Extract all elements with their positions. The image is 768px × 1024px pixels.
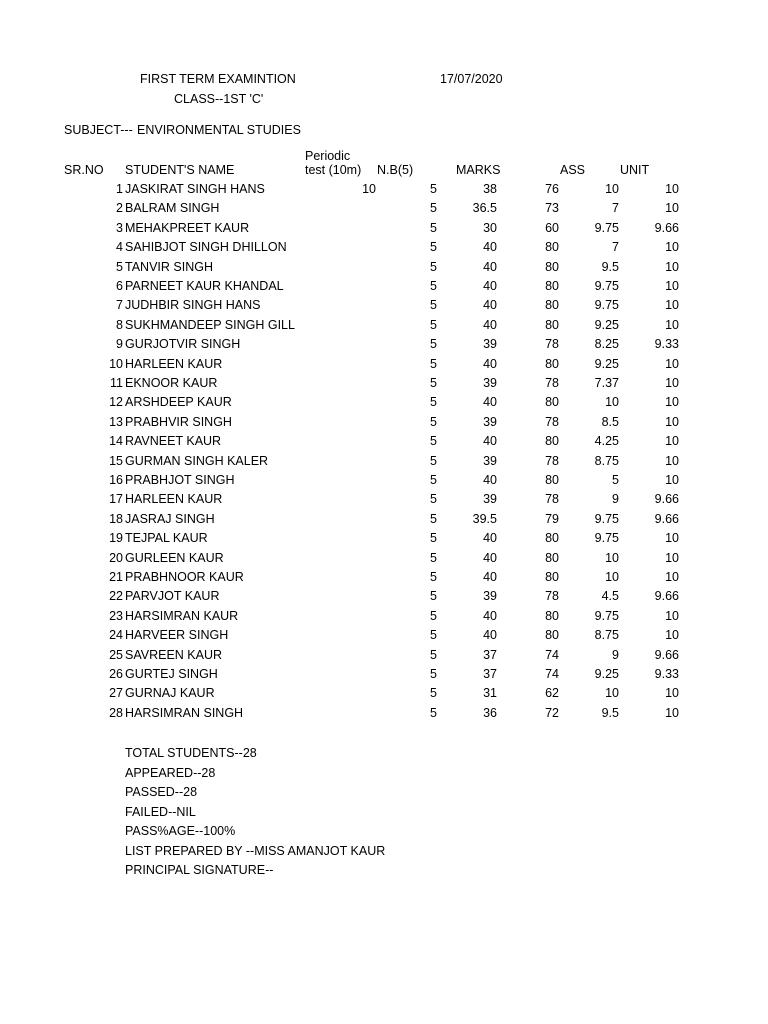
row-student-name: SAHIBJOT SINGH DHILLON	[125, 240, 287, 255]
row-ass: 9.5	[601, 705, 619, 720]
row-student-name: SUKHMANDEEP SINGH GILL	[125, 317, 295, 332]
row-unit: 9.33	[654, 667, 679, 681]
row-marks: 40	[483, 608, 497, 623]
row-total: 78	[545, 453, 559, 468]
row-nb: 5	[430, 298, 437, 313]
row-marks: 40	[483, 317, 497, 332]
row-total: 80	[545, 317, 559, 332]
table-row	[0, 415, 768, 434]
table-row	[0, 570, 768, 589]
row-total: 80	[545, 298, 559, 313]
row-unit: 10	[665, 453, 679, 468]
row-student-name: PARNEET KAUR KHANDAL	[125, 279, 284, 293]
row-marks: 40	[483, 356, 497, 371]
row-total: 80	[545, 570, 559, 584]
row-unit: 10	[665, 686, 679, 701]
row-marks: 39	[483, 414, 497, 429]
row-nb: 5	[430, 434, 437, 449]
row-marks: 40	[483, 473, 497, 487]
row-nb: 5	[430, 570, 437, 584]
row-marks: 40	[483, 550, 497, 565]
row-ass: 8.5	[601, 414, 619, 429]
row-nb: 5	[430, 356, 437, 371]
row-student-name: GURNAJ KAUR	[125, 686, 215, 701]
row-marks: 40	[483, 628, 497, 643]
row-sr-no: 28	[109, 705, 123, 720]
row-nb: 5	[430, 686, 437, 701]
row-nb: 5	[430, 317, 437, 332]
table-row	[0, 279, 768, 298]
result-summary	[125, 744, 385, 881]
row-total: 80	[545, 550, 559, 565]
row-student-name: HARVEER SINGH	[125, 628, 229, 643]
row-unit: 10	[665, 376, 679, 390]
row-marks: 40	[483, 298, 497, 313]
row-marks: 37	[483, 667, 497, 681]
row-ass: 10	[605, 182, 619, 196]
row-ass: 9.25	[594, 356, 619, 371]
row-nb: 5	[430, 608, 437, 623]
row-nb: 5	[430, 240, 437, 255]
row-sr-no: 15	[109, 453, 123, 468]
row-unit: 10	[665, 240, 679, 255]
row-student-name: TANVIR SINGH	[125, 259, 213, 274]
row-ass: 9.25	[594, 317, 619, 332]
row-unit: 9.66	[654, 647, 679, 662]
row-nb: 5	[430, 705, 437, 720]
column-header-unit: UNIT	[620, 163, 650, 177]
column-header-ass: ASS	[560, 163, 586, 177]
row-student-name: GURJOTVIR SINGH	[125, 337, 241, 352]
row-unit: 9.33	[654, 337, 679, 352]
row-marks: 40	[483, 279, 497, 293]
row-total: 72	[545, 705, 559, 720]
row-student-name: HARLEEN KAUR	[125, 356, 223, 371]
row-unit: 10	[665, 201, 679, 216]
row-sr-no: 6	[116, 279, 123, 293]
row-student-name: PRABHVIR SINGH	[125, 414, 232, 429]
row-sr-no: 3	[116, 220, 123, 235]
row-total: 73	[545, 201, 559, 216]
pass-percentage: PASS%AGE--100%	[125, 824, 236, 838]
column-header-nb: N.B(5)	[377, 163, 414, 177]
row-marks: 39	[483, 337, 497, 352]
row-unit: 9.66	[654, 492, 679, 507]
row-ass: 10	[605, 570, 619, 584]
row-nb: 5	[430, 492, 437, 507]
row-ass: 9.75	[594, 531, 619, 546]
column-header-student-name: STUDENT'S NAME	[125, 163, 235, 177]
row-sr-no: 22	[109, 589, 123, 604]
row-ass: 8.75	[594, 453, 619, 468]
row-sr-no: 4	[116, 240, 123, 255]
column-header-sr-no: SR.NO	[64, 163, 104, 177]
row-sr-no: 23	[109, 608, 123, 623]
row-student-name: GURLEEN KAUR	[125, 550, 224, 565]
row-unit: 10	[665, 550, 679, 565]
row-sr-no: 11	[110, 376, 123, 390]
column-header-periodic-line1: Periodic	[305, 149, 351, 163]
row-sr-no: 27	[109, 686, 123, 701]
appeared-count: APPEARED--28	[125, 765, 216, 780]
table-row	[0, 706, 768, 725]
row-nb: 5	[430, 337, 437, 352]
row-nb: 5	[430, 667, 437, 681]
row-marks: 36	[483, 705, 497, 720]
row-total: 80	[545, 434, 559, 449]
row-nb: 5	[430, 473, 437, 487]
row-unit: 10	[665, 434, 679, 449]
table-row	[0, 201, 768, 220]
row-total: 78	[545, 376, 559, 390]
row-marks: 39	[483, 453, 497, 468]
subject-label: SUBJECT---	[64, 123, 133, 137]
row-nb: 5	[430, 550, 437, 565]
row-nb: 5	[430, 647, 437, 662]
total-students: TOTAL STUDENTS--28	[125, 746, 257, 760]
row-sr-no: 1	[116, 182, 123, 196]
class-name: CLASS--1ST 'C'	[174, 92, 264, 106]
row-total: 78	[545, 589, 559, 604]
row-sr-no: 13	[109, 414, 123, 429]
row-ass: 10	[605, 550, 619, 565]
row-total: 78	[545, 492, 559, 507]
row-nb: 5	[430, 511, 437, 526]
table-row	[0, 454, 768, 473]
row-sr-no: 21	[109, 570, 123, 584]
row-unit: 10	[665, 356, 679, 371]
table-row	[0, 221, 768, 240]
row-student-name: MEHAKPREET KAUR	[125, 220, 250, 235]
table-row	[0, 551, 768, 570]
row-student-name: JASRAJ SINGH	[125, 511, 215, 526]
row-student-name: TEJPAL KAUR	[125, 531, 208, 546]
table-row	[0, 628, 768, 647]
exam-date: 17/07/2020	[440, 72, 503, 86]
row-marks: 40	[483, 395, 497, 410]
row-unit: 9.66	[654, 220, 679, 235]
row-nb: 5	[430, 259, 437, 274]
prepared-by: LIST PREPARED BY --MISS AMANJOT KAUR	[125, 843, 386, 858]
row-unit: 10	[665, 628, 679, 643]
row-marks: 31	[483, 686, 497, 701]
row-periodic-test: 10	[362, 182, 376, 196]
row-total: 80	[545, 240, 559, 255]
row-student-name: SAVREEN KAUR	[125, 647, 223, 662]
row-marks: 40	[483, 434, 497, 449]
row-nb: 5	[430, 220, 437, 235]
column-header-marks: MARKS	[456, 163, 501, 177]
row-marks: 39	[483, 492, 497, 507]
row-sr-no: 20	[109, 550, 123, 565]
row-sr-no: 17	[109, 492, 123, 507]
table-row	[0, 473, 768, 492]
row-marks: 40	[483, 570, 497, 584]
row-ass: 9.75	[594, 220, 619, 235]
row-ass: 7	[612, 201, 619, 216]
table-row	[0, 298, 768, 317]
principal-signature: PRINCIPAL SIGNATURE--	[125, 863, 274, 877]
table-row	[0, 531, 768, 550]
row-marks: 40	[483, 531, 497, 546]
row-marks: 39.5	[472, 511, 497, 526]
row-unit: 10	[665, 608, 679, 623]
row-unit: 9.66	[654, 589, 679, 604]
row-student-name: PARVJOT KAUR	[125, 589, 220, 604]
column-header-periodic-line2: test (10m)	[305, 163, 362, 177]
row-unit: 10	[665, 182, 679, 196]
table-row	[0, 182, 768, 201]
row-sr-no: 8	[116, 317, 123, 332]
row-student-name: HARSIMRAN SINGH	[125, 705, 244, 720]
row-marks: 39	[483, 376, 497, 390]
row-student-name: RAVNEET KAUR	[125, 434, 222, 449]
row-total: 80	[545, 531, 559, 546]
row-sr-no: 19	[109, 531, 123, 546]
row-ass: 8.25	[594, 337, 619, 352]
table-row	[0, 357, 768, 376]
table-row	[0, 434, 768, 453]
row-unit: 10	[665, 473, 679, 487]
row-marks: 40	[483, 240, 497, 255]
table-row	[0, 318, 768, 337]
table-row	[0, 395, 768, 414]
row-marks: 37	[483, 647, 497, 662]
row-nb: 5	[430, 376, 437, 390]
row-sr-no: 25	[109, 647, 123, 662]
row-student-name: HARSIMRAN KAUR	[125, 608, 239, 623]
row-total: 80	[545, 628, 559, 643]
table-row	[0, 648, 768, 667]
row-ass: 10	[605, 686, 619, 701]
exam-title: FIRST TERM EXAMINTION	[140, 72, 296, 86]
row-marks: 36.5	[472, 201, 497, 216]
row-sr-no: 18	[109, 511, 123, 526]
row-ass: 9.5	[601, 259, 619, 274]
row-unit: 9.66	[654, 511, 679, 526]
row-nb: 5	[430, 182, 437, 196]
row-total: 60	[545, 220, 559, 235]
table-row	[0, 376, 768, 395]
row-student-name: EKNOOR KAUR	[125, 376, 218, 390]
table-row	[0, 240, 768, 259]
row-nb: 5	[430, 531, 437, 546]
row-unit: 10	[665, 395, 679, 410]
row-nb: 5	[430, 414, 437, 429]
row-total: 74	[545, 647, 559, 662]
row-total: 62	[545, 686, 559, 701]
row-sr-no: 16	[109, 473, 123, 487]
row-ass: 4.5	[601, 589, 619, 604]
row-unit: 10	[665, 298, 679, 313]
row-sr-no: 12	[109, 395, 123, 410]
row-student-name: BALRAM SINGH	[125, 201, 220, 216]
row-ass: 9.25	[594, 667, 619, 681]
row-student-name: ARSHDEEP KAUR	[125, 395, 232, 410]
row-sr-no: 14	[109, 434, 123, 449]
row-student-name: PRABHJOT SINGH	[125, 473, 235, 487]
row-sr-no: 26	[109, 667, 123, 681]
row-ass: 8.75	[594, 628, 619, 643]
row-unit: 10	[665, 570, 679, 584]
row-total: 80	[545, 395, 559, 410]
row-total: 80	[545, 279, 559, 293]
row-student-name: JUDHBIR SINGH HANS	[125, 298, 261, 313]
row-nb: 5	[430, 395, 437, 410]
row-student-name: JASKIRAT SINGH HANS	[125, 182, 265, 196]
row-student-name: GURTEJ SINGH	[125, 667, 218, 681]
row-ass: 7	[612, 240, 619, 255]
row-sr-no: 2	[116, 201, 123, 216]
row-student-name: HARLEEN KAUR	[125, 492, 223, 507]
row-nb: 5	[430, 589, 437, 604]
row-sr-no: 24	[109, 628, 123, 643]
table-row	[0, 686, 768, 705]
row-ass: 4.25	[594, 434, 619, 449]
row-ass: 9	[612, 647, 619, 662]
row-total: 76	[545, 182, 559, 196]
row-total: 79	[545, 511, 559, 526]
table-row	[0, 609, 768, 628]
table-row	[0, 260, 768, 279]
row-marks: 39	[483, 589, 497, 604]
row-ass: 5	[612, 473, 619, 487]
row-unit: 10	[665, 279, 679, 293]
row-sr-no: 7	[116, 298, 123, 313]
row-sr-no: 5	[116, 259, 123, 274]
row-total: 80	[545, 608, 559, 623]
row-unit: 10	[665, 531, 679, 546]
row-nb: 5	[430, 201, 437, 216]
row-ass: 10	[605, 395, 619, 410]
table-row	[0, 512, 768, 531]
table-row	[0, 337, 768, 356]
row-marks: 40	[483, 259, 497, 274]
row-sr-no: 9	[116, 337, 123, 352]
row-unit: 10	[665, 317, 679, 332]
row-sr-no: 10	[109, 356, 123, 371]
table-row	[0, 667, 768, 686]
row-unit: 10	[665, 705, 679, 720]
row-student-name: PRABHNOOR KAUR	[125, 570, 244, 584]
row-total: 80	[545, 473, 559, 487]
passed-count: PASSED--28	[125, 785, 198, 799]
table-row	[0, 492, 768, 511]
row-nb: 5	[430, 628, 437, 643]
row-ass: 9	[612, 492, 619, 507]
row-student-name: GURMAN SINGH KALER	[125, 453, 269, 468]
row-total: 74	[545, 667, 559, 681]
row-total: 80	[545, 259, 559, 274]
subject-name: ENVIRONMENTAL STUDIES	[137, 123, 301, 137]
table-row	[0, 589, 768, 608]
row-ass: 7.37	[594, 376, 619, 390]
row-unit: 10	[665, 259, 679, 274]
row-ass: 9.75	[594, 298, 619, 313]
row-total: 78	[545, 337, 559, 352]
row-total: 80	[545, 356, 559, 371]
row-ass: 9.75	[594, 279, 619, 293]
row-nb: 5	[430, 453, 437, 468]
row-marks: 38	[483, 182, 497, 196]
row-ass: 9.75	[594, 511, 619, 526]
row-ass: 9.75	[594, 608, 619, 623]
row-unit: 10	[665, 414, 679, 429]
row-total: 78	[545, 414, 559, 429]
failed-count: FAILED--NIL	[125, 804, 196, 819]
row-nb: 5	[430, 279, 437, 293]
row-marks: 30	[483, 220, 497, 235]
